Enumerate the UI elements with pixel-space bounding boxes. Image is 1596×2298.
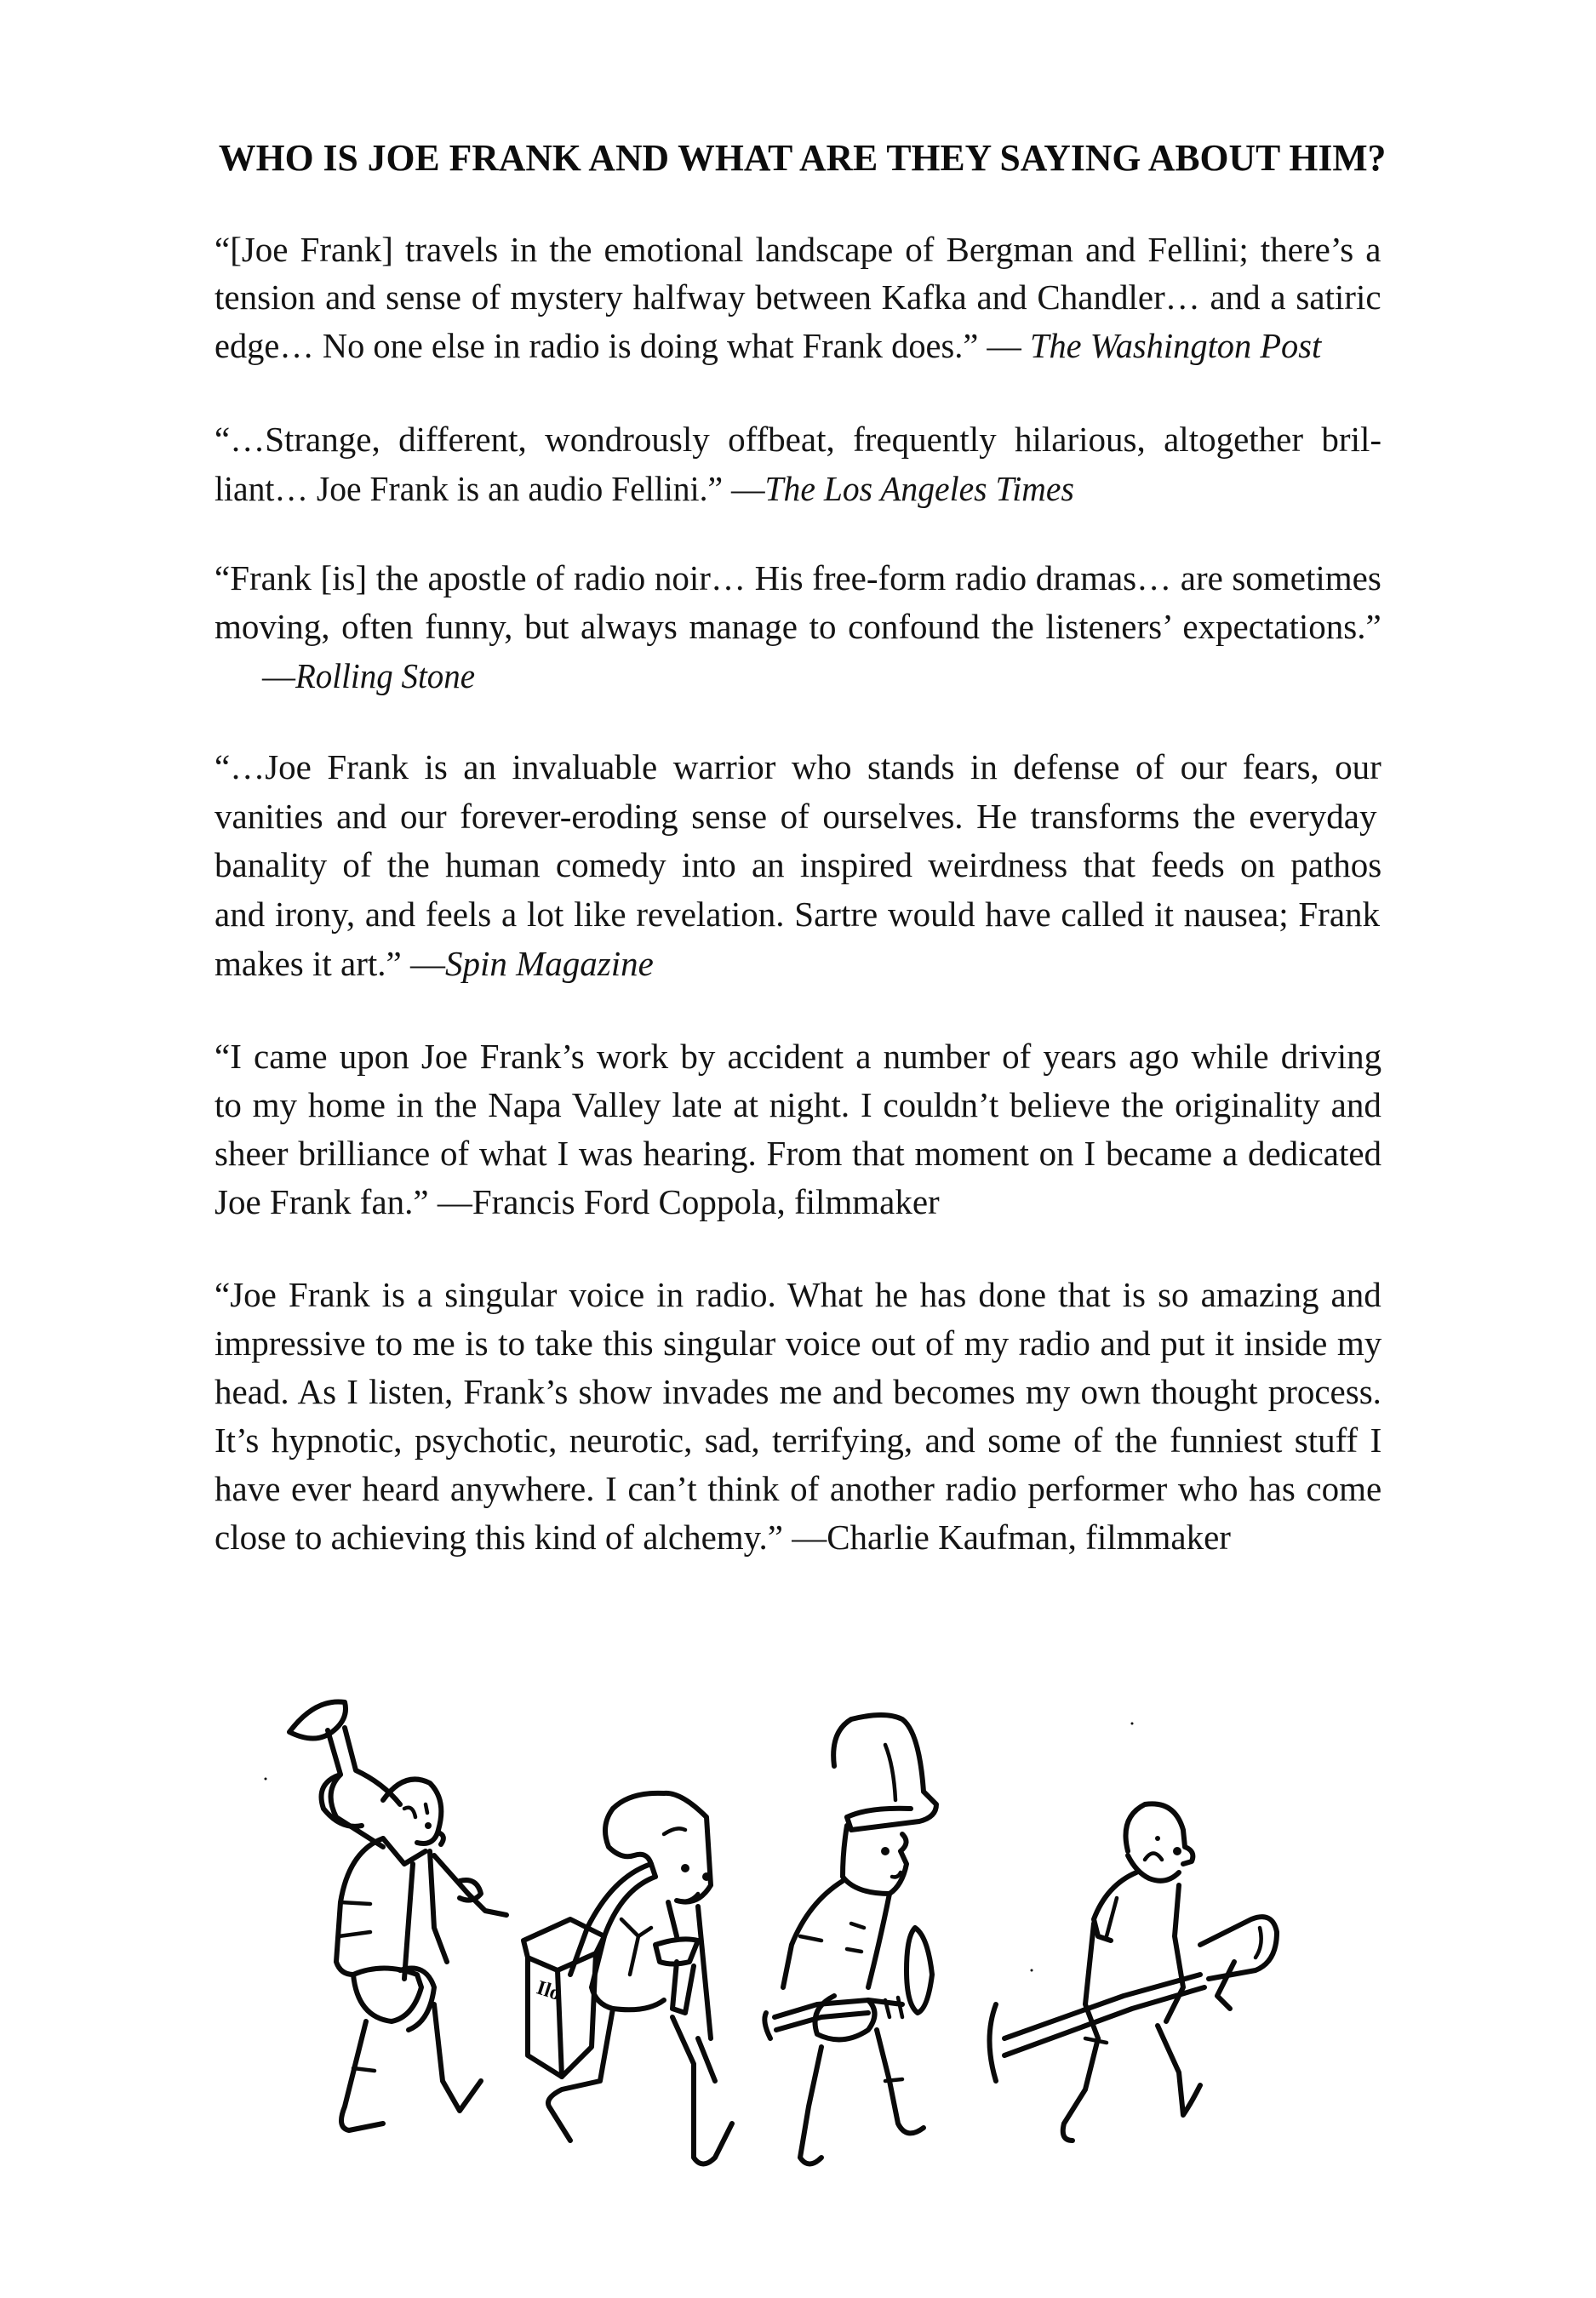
- quote-line: “…Joe Frank is an invaluable warrior who stands in defense of our fears, our: [215, 747, 1381, 786]
- figure-tuba-player: [289, 1701, 506, 2130]
- figure-bald-horn-carrier: [990, 1804, 1278, 2141]
- quote-line: “[Joe Frank] travels in the emotional landscape of Bergman and Fellini; there’s a: [215, 230, 1381, 269]
- quote-line: have ever heard anywhere. I can’t think of another radio performer who has come: [215, 1469, 1382, 1508]
- quote-source: The Washington Post: [1029, 326, 1322, 365]
- quote-line: [215, 942, 654, 985]
- quote-line: Joe Frank fan.” —Francis Ford Coppola, filmmaker: [215, 1182, 940, 1221]
- quote-line: head. As I listen, Frank’s show invades me and becomes my own thought process.: [215, 1372, 1381, 1411]
- quote-line: “I came upon Joe Frank’s work by accident a number of years ago while driving: [215, 1037, 1382, 1076]
- marching-band-illustration: [255, 1681, 1422, 2226]
- quote-text: edge… No one else in radio is doing what Frank does.” —: [215, 326, 1030, 365]
- quote-text: makes it art.” —: [215, 944, 445, 983]
- quote-source: Rolling Stone: [295, 656, 476, 695]
- quote-line: It’s hypnotic, psychotic, neurotic, sad, terrifying, and some of the funniest stuff I: [215, 1421, 1382, 1460]
- box-label: Ilo: [534, 1976, 563, 2006]
- quote-line: vanities and our forever-eroding sense of ourselves. He transforms the everyday: [215, 797, 1377, 836]
- quote-line: [262, 655, 475, 697]
- quote-line: moving, often funny, but always manage to confound the listeners’ expectations.”: [215, 607, 1381, 646]
- quote-line: impressive to me is to take this singular voice out of my radio and put it inside my: [215, 1323, 1382, 1363]
- quote-line: “…Strange, different, wondrously offbeat, frequently hilarious, altogether bril-: [215, 420, 1382, 459]
- quote-text: —: [262, 656, 295, 695]
- quote-source: Spin Magazine: [444, 944, 654, 983]
- figure-box-drummer: [523, 1793, 732, 2164]
- quote-line: close to achieving this kind of alchemy.” —Charlie Kaufman, filmmaker: [215, 1518, 1231, 1557]
- quote-line: banality of the human comedy into an inspired weirdness that feeds on pathos: [215, 845, 1382, 884]
- quote-line: [215, 324, 1321, 367]
- quote-line: “Joe Frank is a singular voice in radio. What he has done that is so amazing and: [215, 1275, 1381, 1314]
- page-heading: WHO IS JOE FRANK AND WHAT ARE THEY SAYING ABOUT HIM?: [218, 137, 1387, 179]
- quote-line: tension and sense of mystery halfway between Kafka and Chandler… and a satiric: [215, 277, 1381, 317]
- figure-tall-hat-trumpeter: [764, 1715, 936, 2164]
- quote-line: and irony, and feels a lot like revelation. Sartre would have called it nausea; Frank: [215, 895, 1381, 934]
- quote-line: to my home in the Napa Valley late at night. I couldn’t believe the originality and: [215, 1085, 1381, 1124]
- quote-line: sheer brilliance of what I was hearing. From that moment on I became a dedicated: [215, 1134, 1382, 1173]
- quote-line: [215, 467, 1074, 510]
- quote-text: liant… Joe Frank is an audio Fellini.” —: [215, 469, 765, 508]
- quote-line: “Frank [is] the apostle of radio noir… His free-form radio dramas… are sometimes: [215, 558, 1381, 597]
- quote-source: The Los Angeles Times: [764, 469, 1074, 508]
